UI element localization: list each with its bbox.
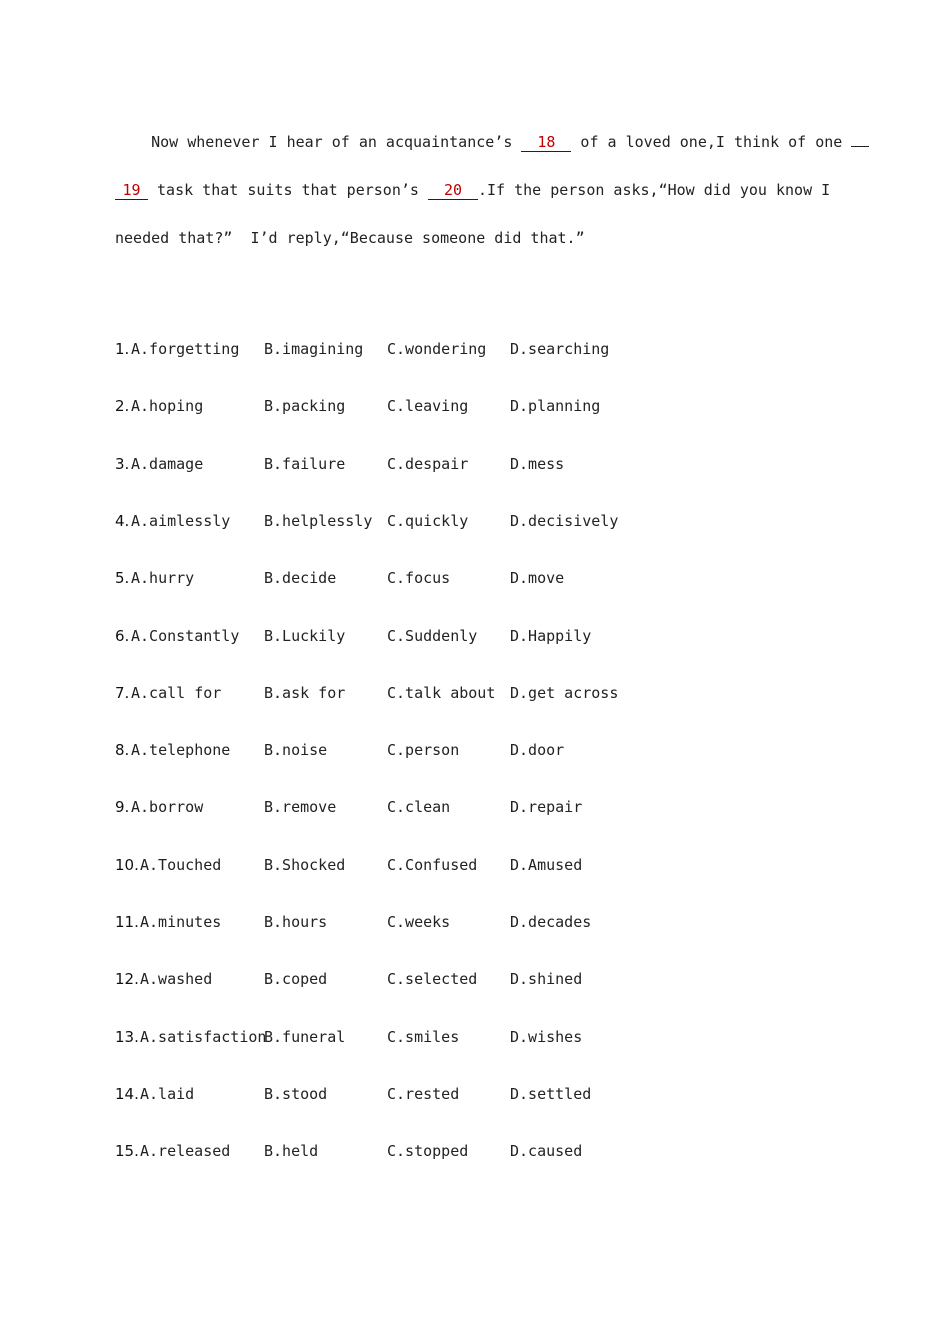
option-a: A.Constantly xyxy=(131,626,240,645)
option-c: C.leaving xyxy=(387,397,469,416)
passage-text: needed that?” I’d reply,“Because someone did that.” xyxy=(115,229,585,247)
option-a: A.forgetting xyxy=(131,340,240,358)
option-a: A.damage xyxy=(131,454,204,473)
option-b: B.imagining xyxy=(264,340,364,358)
option-b: B.ask for xyxy=(264,683,346,702)
option-d: D.settled xyxy=(510,1084,592,1103)
question-number: 14. xyxy=(115,1084,139,1103)
option-b: B.noise xyxy=(264,741,328,760)
option-d: D.mess xyxy=(510,454,565,473)
option-c: C.wondering xyxy=(387,340,487,358)
option-c: C.rested xyxy=(387,1084,460,1103)
option-c: C.focus xyxy=(387,569,451,588)
option-c: C.Suddenly xyxy=(387,626,478,645)
question-number: 15. xyxy=(115,1142,139,1161)
option-d: D.door xyxy=(510,741,565,760)
question-number: 9. xyxy=(115,798,130,817)
option-c: C.selected xyxy=(387,970,478,989)
question-number: 5. xyxy=(115,569,130,588)
option-c: C.stopped xyxy=(387,1142,469,1161)
option-d: D.repair xyxy=(510,798,583,817)
option-a: A.borrow xyxy=(131,798,204,817)
option-b: B.remove xyxy=(264,798,337,817)
passage-line-2 xyxy=(115,180,830,200)
question-number: 3. xyxy=(115,454,130,473)
option-c: C.talk about xyxy=(387,683,496,702)
blank-18: 18 xyxy=(521,133,571,152)
option-b: B.coped xyxy=(264,970,328,989)
option-d: D.Happily xyxy=(510,626,592,645)
question-number: 6. xyxy=(115,626,130,645)
question-number: 8. xyxy=(115,741,130,760)
passage-line-3 xyxy=(115,228,830,248)
option-d: D.move xyxy=(510,569,565,588)
option-c: C.Confused xyxy=(387,855,478,874)
option-d: D.decisively xyxy=(510,511,619,530)
option-d: D.get across xyxy=(510,683,619,702)
option-a: A.aimlessly xyxy=(131,511,231,530)
indent xyxy=(115,133,151,151)
option-b: B.hours xyxy=(264,913,328,931)
question-number: 4. xyxy=(115,511,130,530)
option-a: A.washed xyxy=(140,970,213,989)
option-a: A.laid xyxy=(140,1084,195,1103)
option-b: B.held xyxy=(264,1142,319,1161)
option-d: D.decades xyxy=(510,913,592,931)
option-a: A.satisfaction xyxy=(140,1027,267,1046)
option-b: B.funeral xyxy=(264,1027,346,1046)
passage-text: of a loved one,I think of one xyxy=(571,133,852,151)
option-a: A.minutes xyxy=(140,913,222,931)
option-a: A.Touched xyxy=(140,855,222,874)
question-number: 13. xyxy=(115,1027,139,1046)
blank-19: 19 xyxy=(115,181,148,200)
option-d: D.caused xyxy=(510,1142,583,1161)
option-a: A.released xyxy=(140,1142,231,1161)
option-c: C.person xyxy=(387,741,460,760)
passage-text: .If the person asks,“How did you know I xyxy=(477,181,831,199)
option-d: D.wishes xyxy=(510,1027,583,1046)
option-c: C.quickly xyxy=(387,511,469,530)
option-d: D.Amused xyxy=(510,855,583,874)
blank-19-start xyxy=(851,146,869,147)
option-b: B.packing xyxy=(264,397,346,416)
option-c: C.weeks xyxy=(387,913,451,931)
option-a: A.hoping xyxy=(131,397,204,416)
passage-text: Now whenever I hear of an acquaintance’s xyxy=(151,133,522,151)
option-b: B.decide xyxy=(264,569,337,588)
option-c: C.despair xyxy=(387,454,469,473)
passage-text: task that suits that person’s xyxy=(148,181,428,199)
option-a: A.telephone xyxy=(131,741,231,760)
question-number: 10. xyxy=(115,855,139,874)
option-b: B.Shocked xyxy=(264,855,346,874)
option-a: A.call for xyxy=(131,683,222,702)
blank-20: 20 xyxy=(428,181,478,200)
option-d: D.shined xyxy=(510,970,583,989)
option-b: B.failure xyxy=(264,454,346,473)
question-number: 12. xyxy=(115,970,139,989)
option-d: D.planning xyxy=(510,397,601,416)
question-number: 11. xyxy=(115,913,139,931)
option-c: C.clean xyxy=(387,798,451,817)
question-number: 7. xyxy=(115,683,130,702)
question-number: 2. xyxy=(115,397,130,416)
question-number: 1. xyxy=(115,340,130,358)
option-c: C.smiles xyxy=(387,1027,460,1046)
option-b: B.Luckily xyxy=(264,626,346,645)
option-a: A.hurry xyxy=(131,569,195,588)
passage-line-1 xyxy=(115,132,852,152)
option-b: B.stood xyxy=(264,1084,328,1103)
option-d: D.searching xyxy=(510,340,610,358)
option-b: B.helplessly xyxy=(264,511,373,530)
